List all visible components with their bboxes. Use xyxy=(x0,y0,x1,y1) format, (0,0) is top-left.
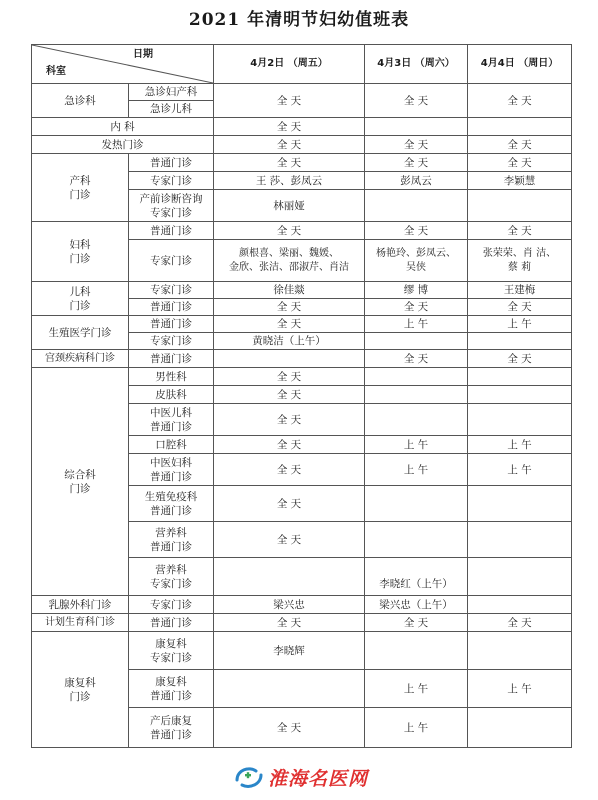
sub-ob-prenatal: 产前诊断咨询 专家门诊 xyxy=(129,190,214,222)
cell-rehab-general-d1 xyxy=(214,670,365,708)
sub-comp-male: 男性科 xyxy=(129,368,214,386)
dept-reproductive: 生殖医学门诊 xyxy=(32,316,129,350)
table-row xyxy=(32,222,572,240)
sub-peds-general: 普通门诊 xyxy=(129,299,214,316)
header-row xyxy=(32,45,572,84)
date-header-label: 日期 xyxy=(133,49,153,60)
table-row xyxy=(32,316,572,333)
cell-ob-general-d2: 全 天 xyxy=(365,154,468,172)
cell-peds-general-d3: 全 天 xyxy=(468,299,572,316)
cell-repro-expert-d2 xyxy=(365,333,468,350)
table-row xyxy=(32,614,572,632)
cell-gyn-general-d1: 全 天 xyxy=(214,222,365,240)
sub-gyn-expert: 专家门诊 xyxy=(129,240,214,282)
sub-comp-nutrition-expert: 营养科 专家门诊 xyxy=(129,558,214,596)
watermark xyxy=(232,760,392,794)
cell-family-d3: 全 天 xyxy=(468,614,572,632)
cell-repro-general-d1: 全 天 xyxy=(214,316,365,333)
cell-comp-nutrition-expert-d1 xyxy=(214,558,365,596)
cell-comp-male-d3 xyxy=(468,368,572,386)
cell-comp-immuno-d1: 全 天 xyxy=(214,486,365,522)
dept-internal: 内 科 xyxy=(32,118,214,136)
table-row xyxy=(32,136,572,154)
cell-comp-dental-d1: 全 天 xyxy=(214,436,365,454)
sub-comp-tcm-peds: 中医儿科 普通门诊 xyxy=(129,404,214,436)
cell-comp-tcm-gyn-d1: 全 天 xyxy=(214,454,365,486)
cell-comp-derm-d1: 全 天 xyxy=(214,386,365,404)
dept-cervical: 宫颈疾病科门诊 xyxy=(32,350,129,368)
cell-ob-expert-d2: 彭凤云 xyxy=(365,172,468,190)
cell-comp-immuno-d3 xyxy=(468,486,572,522)
sub-rehab-general: 康复科 普通门诊 xyxy=(129,670,214,708)
dept-pediatrics: 儿科 门诊 xyxy=(32,282,129,316)
cell-comp-male-d1: 全 天 xyxy=(214,368,365,386)
sub-emergency-peds: 急诊儿科 xyxy=(129,101,214,118)
cell-ob-general-d1: 全 天 xyxy=(214,154,365,172)
table-row xyxy=(32,632,572,670)
dept-comprehensive: 综合科 门诊 xyxy=(32,368,129,596)
table-row xyxy=(32,118,572,136)
cell-peds-general-d1: 全 天 xyxy=(214,299,365,316)
cell-rehab-general-d2: 上 午 xyxy=(365,670,468,708)
table-row xyxy=(32,596,572,614)
watermark-logo-icon xyxy=(234,764,264,790)
dept-breast: 乳腺外科门诊 xyxy=(32,596,129,614)
cell-comp-tcm-gyn-d3: 上 午 xyxy=(468,454,572,486)
cell-comp-nutrition-general-d2 xyxy=(365,522,468,558)
sub-emergency-ob: 急诊妇产科 xyxy=(129,84,214,101)
sub-peds-expert: 专家门诊 xyxy=(129,282,214,299)
cell-breast-d2: 梁兴忠（上午） xyxy=(365,596,468,614)
cell-fever-d1: 全 天 xyxy=(214,136,365,154)
cell-ob-prenatal-d1: 林丽娅 xyxy=(214,190,365,222)
cell-breast-d1: 梁兴忠 xyxy=(214,596,365,614)
cell-family-d1: 全 天 xyxy=(214,614,365,632)
day-header-1: 4月2日 （周五） xyxy=(214,45,365,84)
sub-rehab-expert: 康复科 专家门诊 xyxy=(129,632,214,670)
cell-rehab-expert-d1: 李晓辉 xyxy=(214,632,365,670)
cell-ob-prenatal-d2 xyxy=(365,190,468,222)
cell-cervical-d2: 全 天 xyxy=(365,350,468,368)
watermark-text: 淮海名医网 xyxy=(268,768,369,790)
cell-peds-general-d2: 全 天 xyxy=(365,299,468,316)
cell-comp-tcm-peds-d1: 全 天 xyxy=(214,404,365,436)
sub-comp-tcm-gyn: 中医妇科 普通门诊 xyxy=(129,454,214,486)
table-row xyxy=(32,350,572,368)
cell-fever-d2: 全 天 xyxy=(365,136,468,154)
dept-header-label: 科室 xyxy=(46,66,66,77)
cell-ob-expert-d3: 李颖慧 xyxy=(468,172,572,190)
cell-comp-tcm-peds-d3 xyxy=(468,404,572,436)
duty-schedule-table xyxy=(31,44,572,748)
cell-rehab-expert-d2 xyxy=(365,632,468,670)
sub-comp-derm: 皮肤科 xyxy=(129,386,214,404)
cell-rehab-expert-d3 xyxy=(468,632,572,670)
sub-cervical-general: 普通门诊 xyxy=(129,350,214,368)
cell-peds-expert-d2: 缪 博 xyxy=(365,282,468,299)
sub-family-general: 普通门诊 xyxy=(129,614,214,632)
dept-obstetrics: 产科 门诊 xyxy=(32,154,129,222)
cell-fever-d3: 全 天 xyxy=(468,136,572,154)
cell-ob-expert-d1: 王 莎、彭凤云 xyxy=(214,172,365,190)
cell-comp-dental-d2: 上 午 xyxy=(365,436,468,454)
cell-repro-expert-d1: 黄晓洁（上午） xyxy=(214,333,365,350)
dept-rehab: 康复科 门诊 xyxy=(32,632,129,748)
cell-emergency-d3: 全 天 xyxy=(468,84,572,118)
sub-ob-expert: 专家门诊 xyxy=(129,172,214,190)
dept-family-planning: 计划生育科门诊 xyxy=(32,614,129,632)
cell-rehab-postpartum-d1: 全 天 xyxy=(214,708,365,748)
table-row xyxy=(32,84,572,101)
cell-cervical-d3: 全 天 xyxy=(468,350,572,368)
sub-rehab-postpartum: 产后康复 普通门诊 xyxy=(129,708,214,748)
sub-repro-expert: 专家门诊 xyxy=(129,333,214,350)
sub-repro-general: 普通门诊 xyxy=(129,316,214,333)
cell-internal-d2 xyxy=(365,118,468,136)
cell-rehab-postpartum-d3 xyxy=(468,708,572,748)
cell-comp-nutrition-general-d1: 全 天 xyxy=(214,522,365,558)
cell-emergency-d2: 全 天 xyxy=(365,84,468,118)
day-header-2: 4月3日 （周六） xyxy=(365,45,468,84)
cell-rehab-general-d3: 上 午 xyxy=(468,670,572,708)
cell-comp-dental-d3: 上 午 xyxy=(468,436,572,454)
cell-comp-nutrition-general-d3 xyxy=(468,522,572,558)
cell-comp-tcm-peds-d2 xyxy=(365,404,468,436)
table-row xyxy=(32,154,572,172)
sub-breast-expert: 专家门诊 xyxy=(129,596,214,614)
cell-comp-derm-d2 xyxy=(365,386,468,404)
cell-comp-derm-d3 xyxy=(468,386,572,404)
dept-emergency: 急诊科 xyxy=(32,84,129,118)
sub-comp-dental: 口腔科 xyxy=(129,436,214,454)
page-title: 2021 年清明节妇幼值班表 xyxy=(188,10,410,30)
cell-internal-d3 xyxy=(468,118,572,136)
header-diagonal-cell xyxy=(32,45,214,84)
sub-ob-general: 普通门诊 xyxy=(129,154,214,172)
table-row xyxy=(32,282,572,299)
cell-repro-expert-d3 xyxy=(468,333,572,350)
cell-comp-nutrition-expert-d2: 李晓红（上午） xyxy=(365,558,468,596)
day-header-3: 4月4日 （周日） xyxy=(468,45,572,84)
sub-comp-nutrition-general: 营养科 普通门诊 xyxy=(129,522,214,558)
sub-gyn-general: 普通门诊 xyxy=(129,222,214,240)
cell-internal-d1: 全 天 xyxy=(214,118,365,136)
cell-breast-d3 xyxy=(468,596,572,614)
cell-gyn-expert-d1: 颜根喜、梁丽、魏媛、 金欣、张洁、邵淑芹、肖洁 xyxy=(214,240,365,282)
cell-gyn-general-d3: 全 天 xyxy=(468,222,572,240)
cell-comp-nutrition-expert-d3 xyxy=(468,558,572,596)
cell-family-d2: 全 天 xyxy=(365,614,468,632)
cell-repro-general-d2: 上 午 xyxy=(365,316,468,333)
cell-ob-general-d3: 全 天 xyxy=(468,154,572,172)
cell-comp-tcm-gyn-d2: 上 午 xyxy=(365,454,468,486)
cell-peds-expert-d1: 徐佳燚 xyxy=(214,282,365,299)
cell-peds-expert-d3: 王建梅 xyxy=(468,282,572,299)
table-row xyxy=(32,368,572,386)
cell-rehab-postpartum-d2: 上 午 xyxy=(365,708,468,748)
dept-fever: 发热门诊 xyxy=(32,136,214,154)
cell-gyn-expert-d3: 张荣荣、肖 洁、 蔡 莉 xyxy=(468,240,572,282)
cell-gyn-expert-d2: 杨艳玲、彭凤云、 吴侠 xyxy=(365,240,468,282)
cell-emergency-d1: 全 天 xyxy=(214,84,365,118)
cell-gyn-general-d2: 全 天 xyxy=(365,222,468,240)
cell-comp-male-d2 xyxy=(365,368,468,386)
cell-cervical-d1 xyxy=(214,350,365,368)
cell-comp-immuno-d2 xyxy=(365,486,468,522)
sub-comp-immuno: 生殖免疫科 普通门诊 xyxy=(129,486,214,522)
cell-repro-general-d3: 上 午 xyxy=(468,316,572,333)
cell-ob-prenatal-d3 xyxy=(468,190,572,222)
dept-gynecology: 妇科 门诊 xyxy=(32,222,129,282)
